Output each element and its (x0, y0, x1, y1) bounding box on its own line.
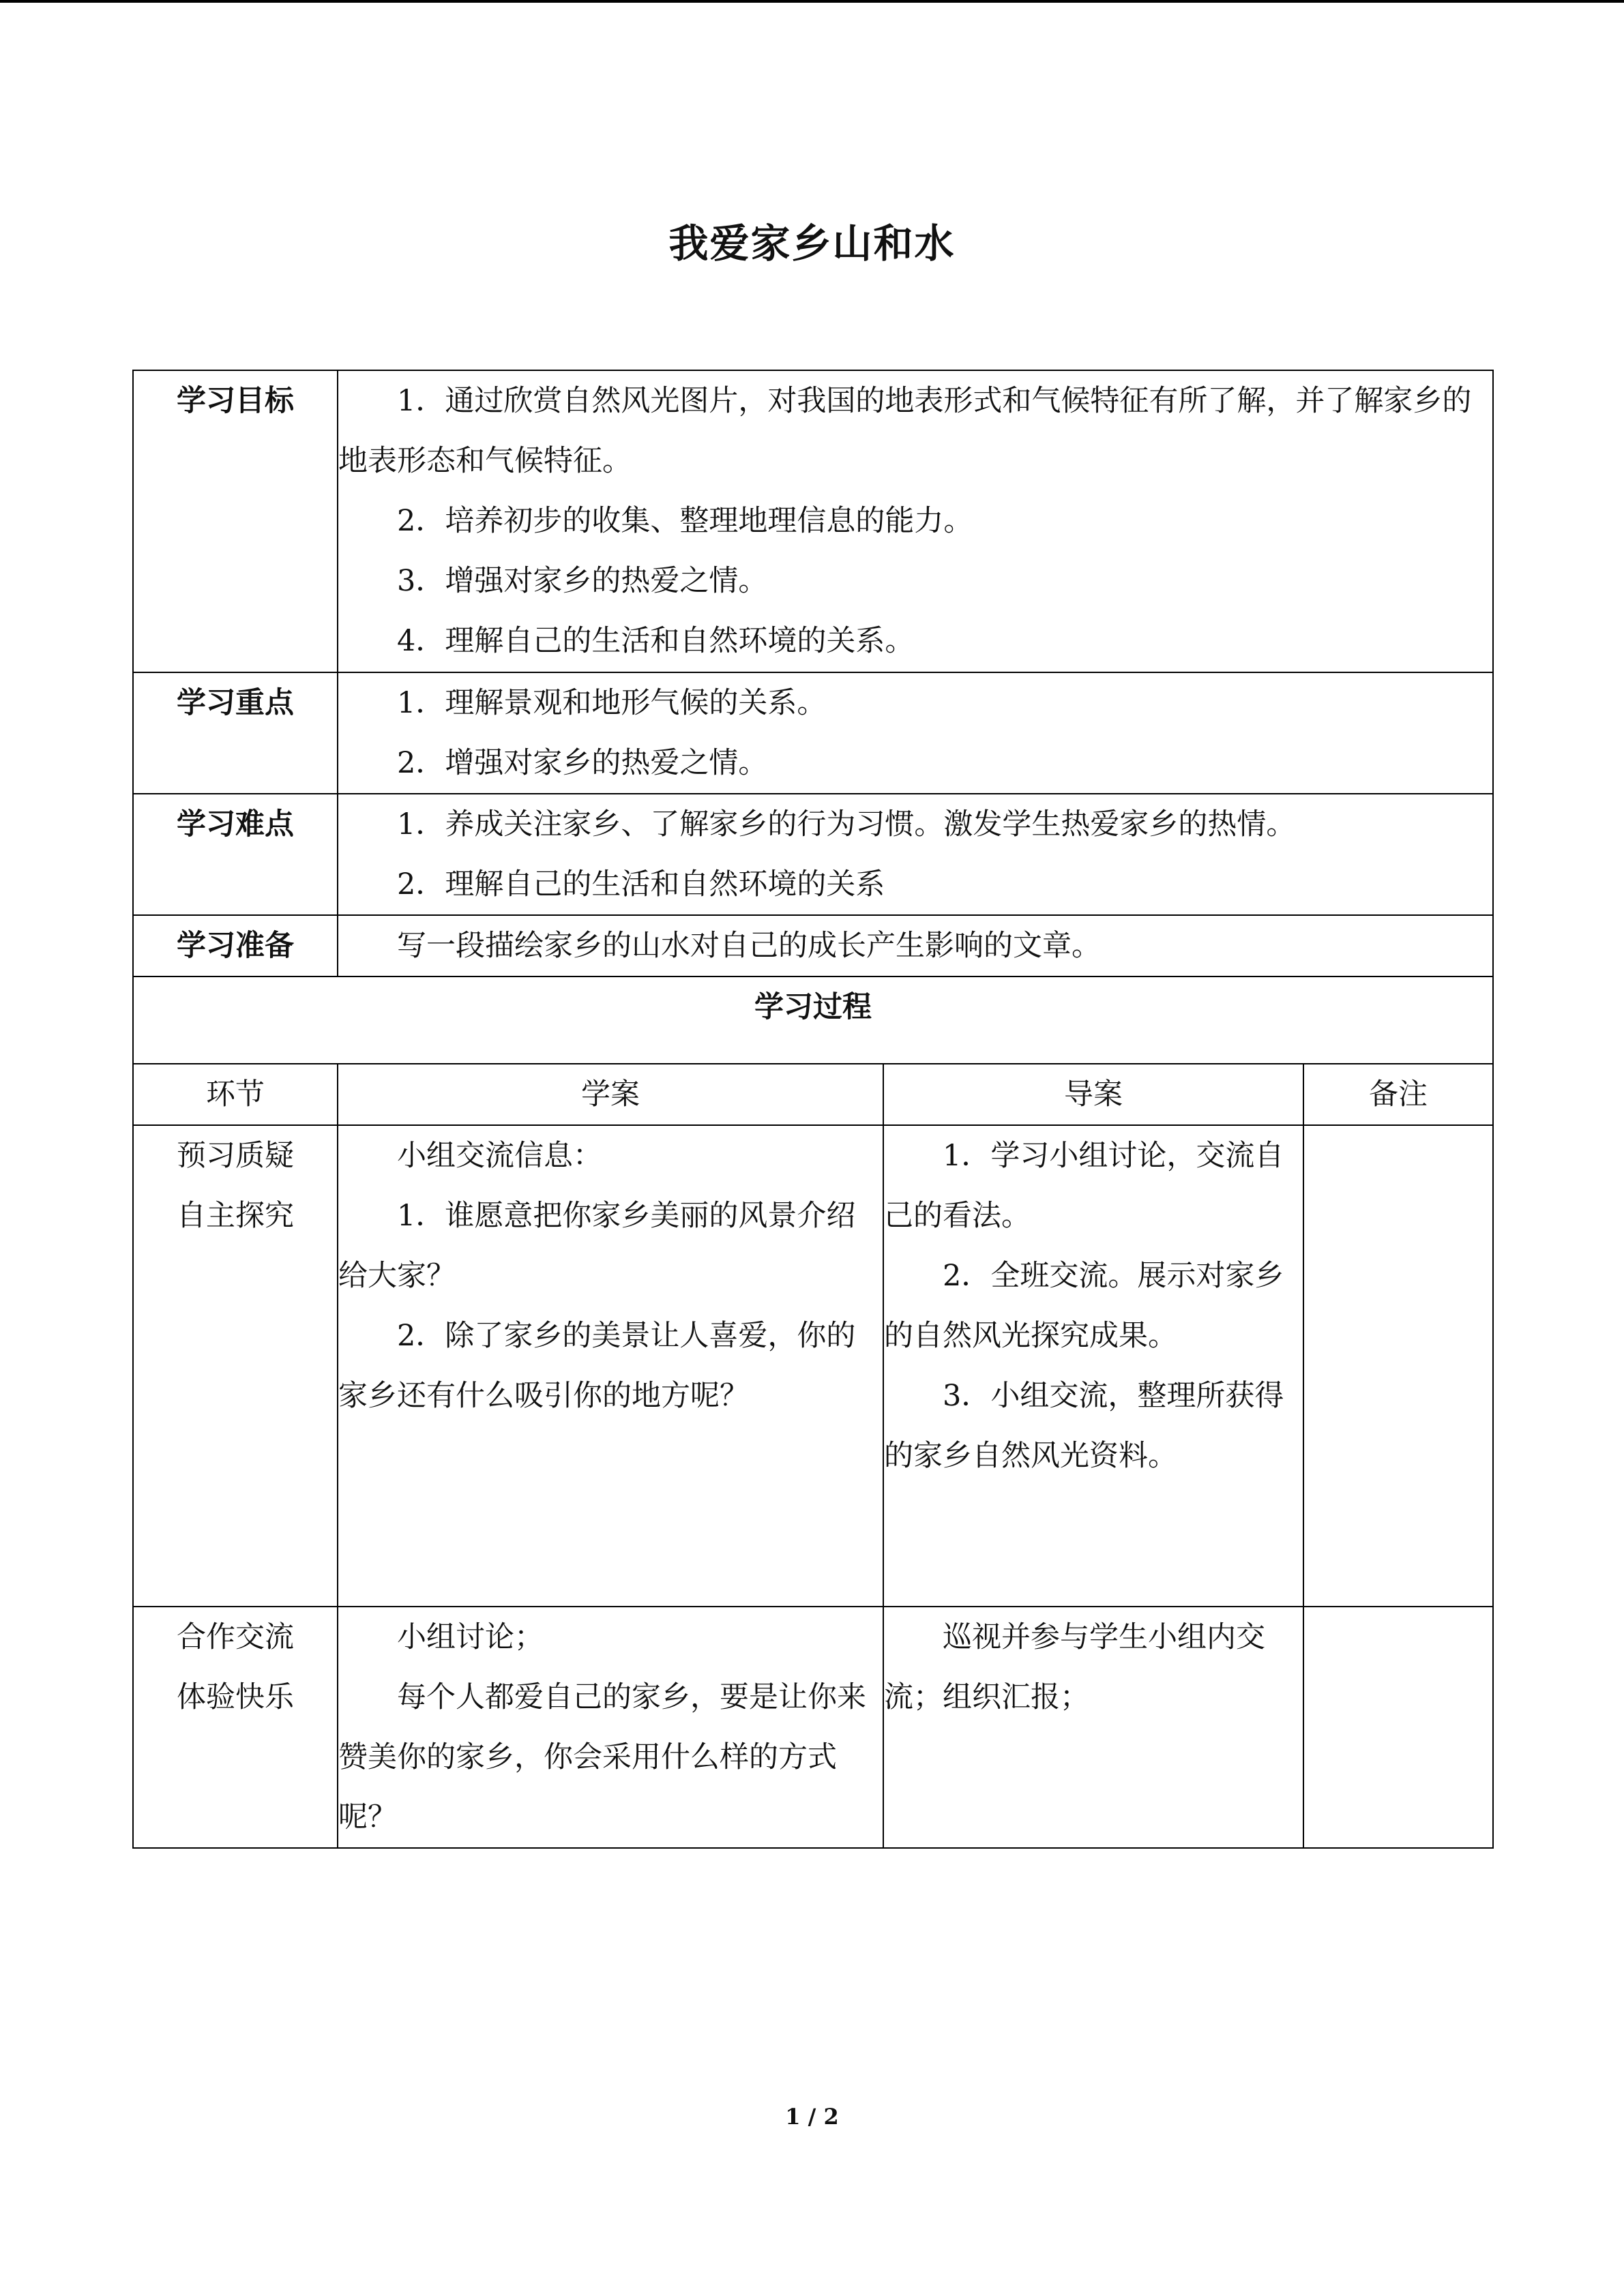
guide-paragraph: 巡视并参与学生小组内交流；组织汇报； (884, 1620, 1265, 1714)
difficulty-item: 1．养成关注家乡、了解家乡的行为习惯。激发学生热爱家乡的热情。 (397, 807, 1296, 841)
objectives-label: 学习目标 (133, 370, 338, 672)
key-point-item: 2．增强对家乡的热爱之情。 (397, 746, 768, 780)
study-paragraph: 小组讨论； (397, 1620, 544, 1654)
study-paragraph: 1．谁愿意把你家乡美丽的风景介绍给大家？ (338, 1199, 856, 1293)
guide-paragraph: 2．全班交流。展示对家乡的自然风光探究成果。 (884, 1259, 1284, 1353)
key-points-content (338, 672, 1493, 794)
stage-line: 自主探究 (177, 1199, 294, 1233)
stage-line: 体验快乐 (177, 1680, 294, 1714)
study-paragraph: 每个人都爱自己的家乡，要是让你来赞美你的家乡，你会采用什么样的方式呢？ (338, 1680, 866, 1834)
note-cell (1303, 1125, 1493, 1607)
preparation-row (133, 915, 1493, 976)
objective-item: 1．通过欣赏自然风光图片，对我国的地表形式和气候特征有所了解，并了解家乡的地表形态和气候特征。 (338, 384, 1472, 478)
objectives-row (133, 370, 1493, 672)
header-guide-plan: 导案 (883, 1064, 1303, 1125)
stage-line: 合作交流 (177, 1620, 294, 1654)
process-header-row (133, 1064, 1493, 1125)
stage-cell (133, 1607, 338, 1848)
guide-paragraph: 1．学习小组讨论，交流自己的看法。 (884, 1139, 1284, 1233)
key-point-item: 1．理解景观和地形气候的关系。 (397, 686, 827, 720)
header-study-plan: 学案 (338, 1064, 883, 1125)
preparation-content (338, 915, 1493, 976)
key-points-label: 学习重点 (133, 672, 338, 794)
study-paragraph: 2．除了家乡的美景让人喜爱，你的家乡还有什么吸引你的地方呢？ (338, 1319, 856, 1413)
objective-item: 2．培养初步的收集、整理地理信息的能力。 (397, 504, 973, 538)
difficulties-label: 学习难点 (133, 794, 338, 915)
lesson-plan-table (132, 370, 1494, 1849)
objective-item: 3．增强对家乡的热爱之情。 (397, 564, 768, 598)
table-row (133, 1607, 1493, 1848)
guide-paragraph: 3．小组交流，整理所获得的家乡自然风光资料。 (884, 1379, 1284, 1473)
header-stage: 环节 (133, 1064, 338, 1125)
process-title: 学习过程 (133, 976, 1493, 1064)
note-cell (1303, 1607, 1493, 1848)
difficulties-content (338, 794, 1493, 915)
guide-cell (883, 1125, 1303, 1607)
process-title-row (133, 976, 1493, 1064)
study-cell (338, 1125, 883, 1607)
stage-cell (133, 1125, 338, 1607)
stage-line: 预习质疑 (177, 1139, 294, 1173)
objectives-content (338, 370, 1493, 672)
page-number: 1 / 2 (785, 2104, 839, 2130)
study-cell (338, 1607, 883, 1848)
table-row (133, 1125, 1493, 1607)
header-notes: 备注 (1303, 1064, 1493, 1125)
top-border-line (0, 0, 1624, 3)
objective-item: 4．理解自己的生活和自然环境的关系。 (397, 624, 915, 658)
study-paragraph: 小组交流信息： (397, 1139, 602, 1173)
page-title: 我爱家乡山和水 (668, 220, 956, 267)
difficulty-item: 2．理解自己的生活和自然环境的关系 (397, 867, 885, 901)
preparation-text: 写一段描绘家乡的山水对自己的成长产生影响的文章。 (397, 929, 1101, 963)
preparation-label: 学习准备 (133, 915, 338, 976)
key-points-row (133, 672, 1493, 794)
difficulties-row (133, 794, 1493, 915)
guide-cell (883, 1607, 1303, 1848)
